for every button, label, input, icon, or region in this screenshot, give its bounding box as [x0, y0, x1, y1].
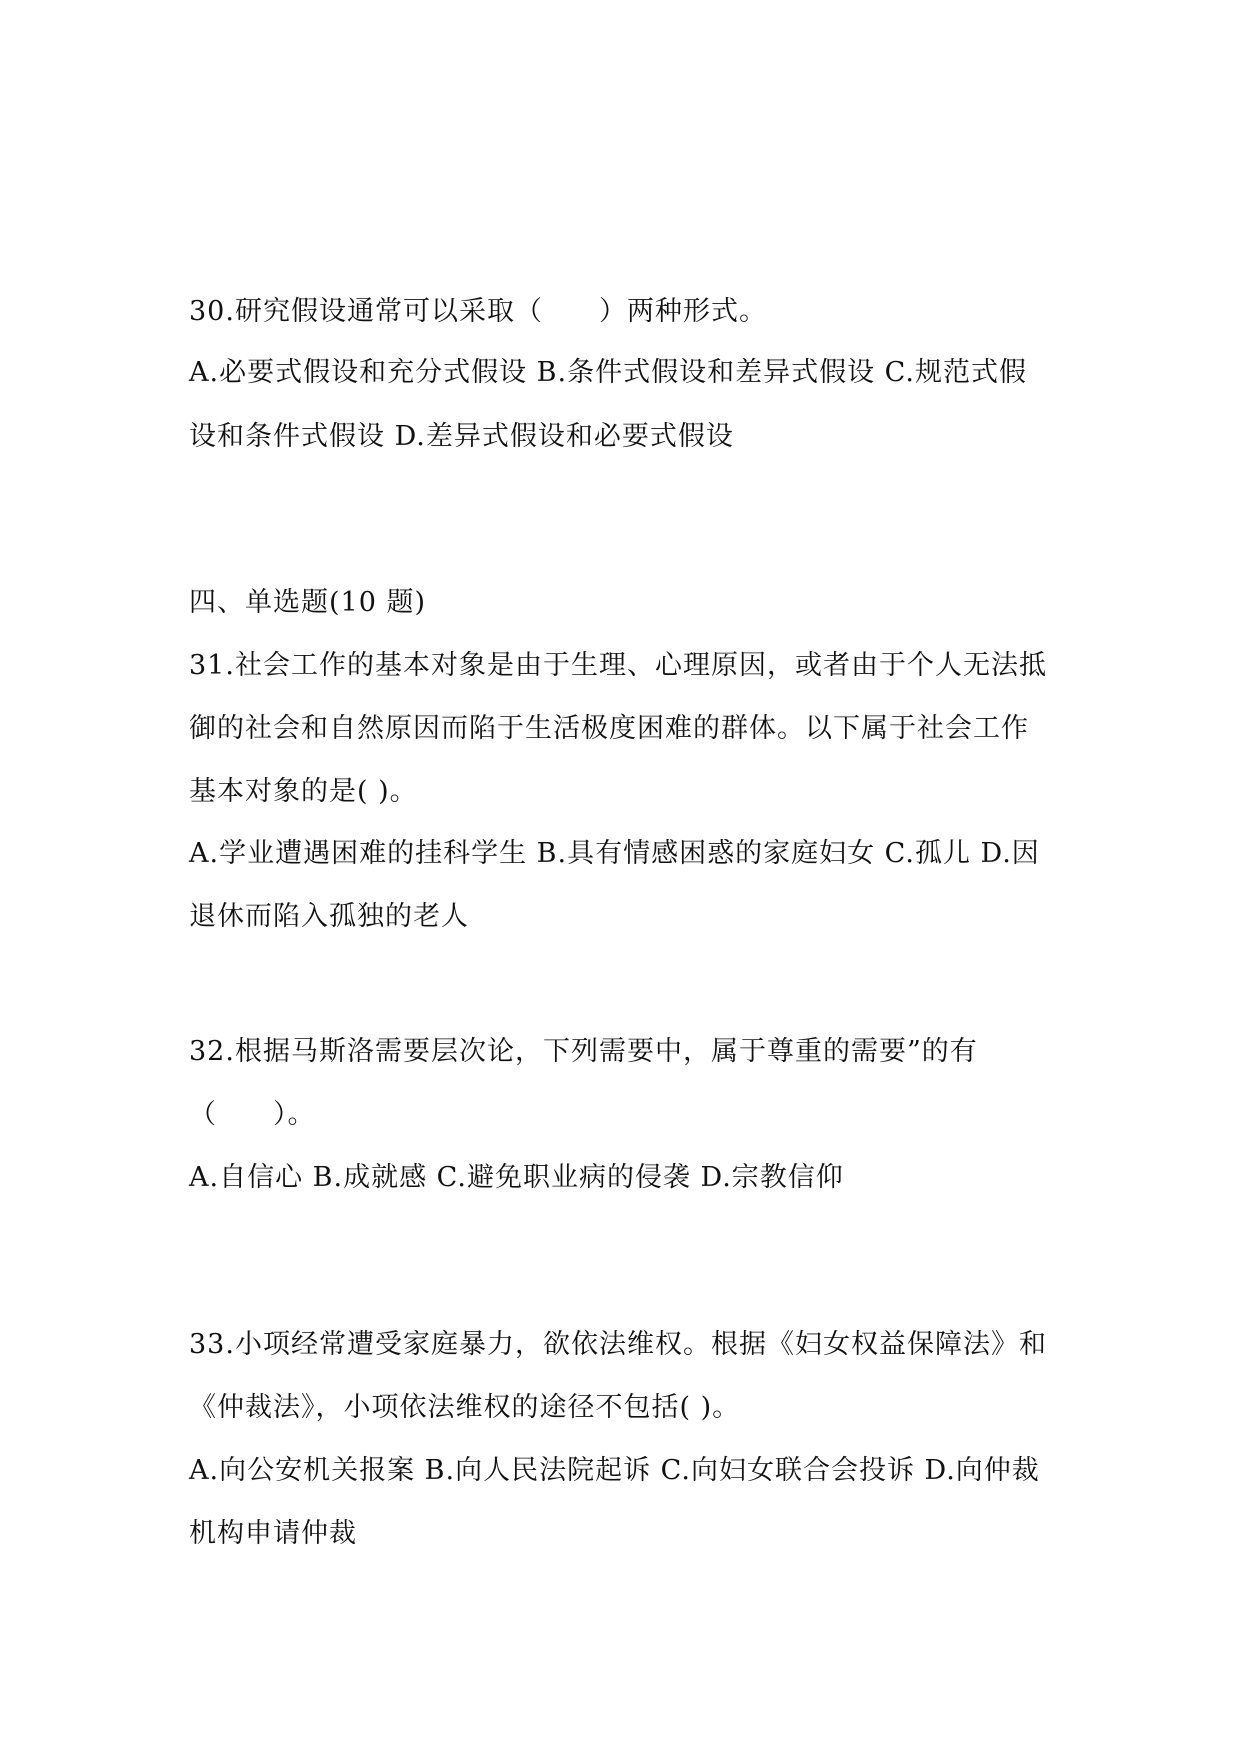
question-stem: 御的社会和自然原因而陷于生活极度困难的群体。以下属于社会工作	[189, 713, 1029, 744]
question-stem: 33.小项经常遭受家庭暴力，欲依法维权。根据《妇女权益保障法》和	[189, 1329, 1047, 1360]
question-options: A.向公安机关报案 B.向人民法院起诉 C.向妇女联合会投诉 D.向仲裁	[189, 1455, 1040, 1486]
question-options: A.自信心 B.成就感 C.避免职业病的侵袭 D.宗教信仰	[189, 1162, 844, 1193]
question-stem: （ ）。	[189, 1099, 316, 1130]
question-options: A.必要式假设和充分式假设 B.条件式假设和差异式假设 C.规范式假	[189, 357, 1027, 388]
question-options: 机构申请仲裁	[189, 1518, 357, 1549]
question-stem: 基本对象的是( )。	[189, 776, 418, 807]
question-stem: 《仲裁法》，小项依法维权的途径不包括( )。	[189, 1392, 741, 1423]
question-options: A.学业遭遇困难的挂科学生 B.具有情感困惑的家庭妇女 C.孤儿 D.因	[189, 838, 1040, 869]
question-stem: 32.根据马斯洛需要层次论，下列需要中，属于尊重的需要”的有	[189, 1036, 978, 1067]
question-options: 设和条件式假设 D.差异式假设和必要式假设	[189, 421, 734, 452]
question-stem: 30.研究假设通常可以采取（ ）两种形式。	[189, 296, 767, 327]
question-stem: 31.社会工作的基本对象是由于生理、心理原因，或者由于个人无法抵	[189, 650, 1047, 681]
question-options: 退休而陷入孤独的老人	[189, 901, 469, 932]
section-heading: 四、单选题(10 题)	[189, 587, 427, 618]
